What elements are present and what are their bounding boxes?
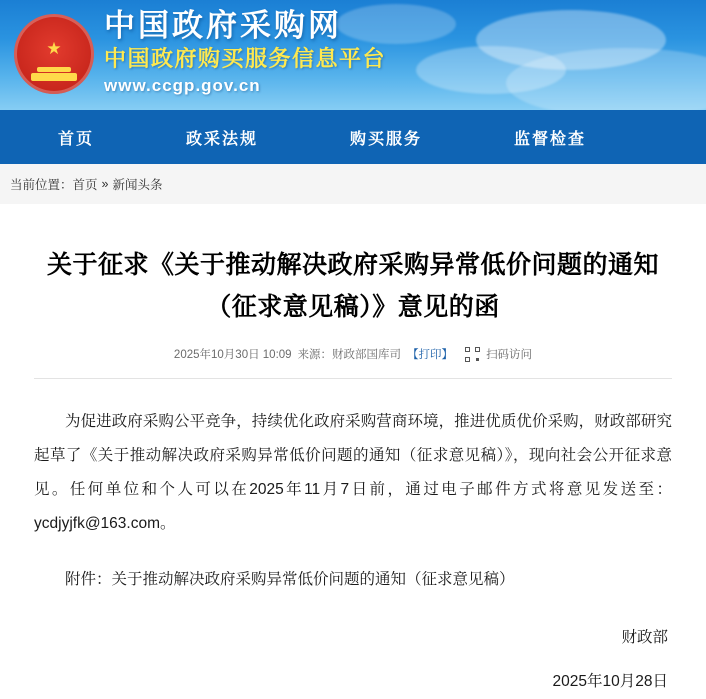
emblem-star-icon: ★ xyxy=(46,39,62,58)
breadcrumb-link-current[interactable]: 新闻头条 xyxy=(112,178,163,192)
nav-item-regulations[interactable]: 政采法规 xyxy=(186,130,259,148)
emblem-bar-lower xyxy=(31,73,77,81)
site-url: www.ccgp.gov.cn xyxy=(104,76,261,95)
nav-item-home[interactable]: 首页 xyxy=(58,130,95,148)
breadcrumb-separator-icon: » xyxy=(101,177,109,191)
article-attachment: 附件：关于推动解决政府采购异常低价问题的通知（征求意见稿） xyxy=(65,571,515,588)
site-branding xyxy=(104,8,386,98)
emblem-bar-upper xyxy=(37,67,71,72)
breadcrumb-link-home[interactable]: 首页 xyxy=(72,178,98,192)
article-paragraph: 为促进政府采购公平竞争，持续优化政府采购营商环境，推进优质优价采购，财政部研究起草了《关于推动解决政府采购异常低价问题的通知（征求意见稿）》，现向社会公开征求意见。任何单位和个人可以在2025年11月7日前，通过电子邮件方式将意见发送至：ycdjyjfk@163.com。 xyxy=(34,413,672,532)
article-meta xyxy=(34,332,672,372)
page-title: 关于征求《关于推动解决政府采购异常低价问题的通知（征求意见稿）》意见的函 xyxy=(46,251,659,321)
nav-item-purchase-services[interactable]: 购买服务 xyxy=(350,130,423,148)
scan-label: 扫码访问 xyxy=(486,349,533,361)
site-subtitle: 中国政府购买服务信息平台 xyxy=(104,46,387,71)
qr-code-icon[interactable] xyxy=(465,347,480,362)
breadcrumb-label: 当前位置： xyxy=(10,178,73,192)
article-source: 来源：财政部国库司 xyxy=(297,349,402,361)
article-body xyxy=(34,405,672,597)
site-title: 中国政府采购网 xyxy=(104,8,342,43)
main-navigation xyxy=(0,110,706,164)
national-emblem-icon xyxy=(14,14,94,94)
print-button[interactable]: 【打印】 xyxy=(407,349,454,361)
site-banner xyxy=(0,0,706,110)
article-container xyxy=(0,204,706,699)
nav-item-supervision[interactable]: 监督检查 xyxy=(514,130,587,148)
article-divider xyxy=(34,378,672,379)
article-datetime: 2025年10月30日 10:09 xyxy=(173,349,292,361)
article-signature: 财政部 xyxy=(621,629,668,646)
article-sign-date: 2025年10月28日 xyxy=(552,673,668,690)
breadcrumb xyxy=(0,164,706,204)
